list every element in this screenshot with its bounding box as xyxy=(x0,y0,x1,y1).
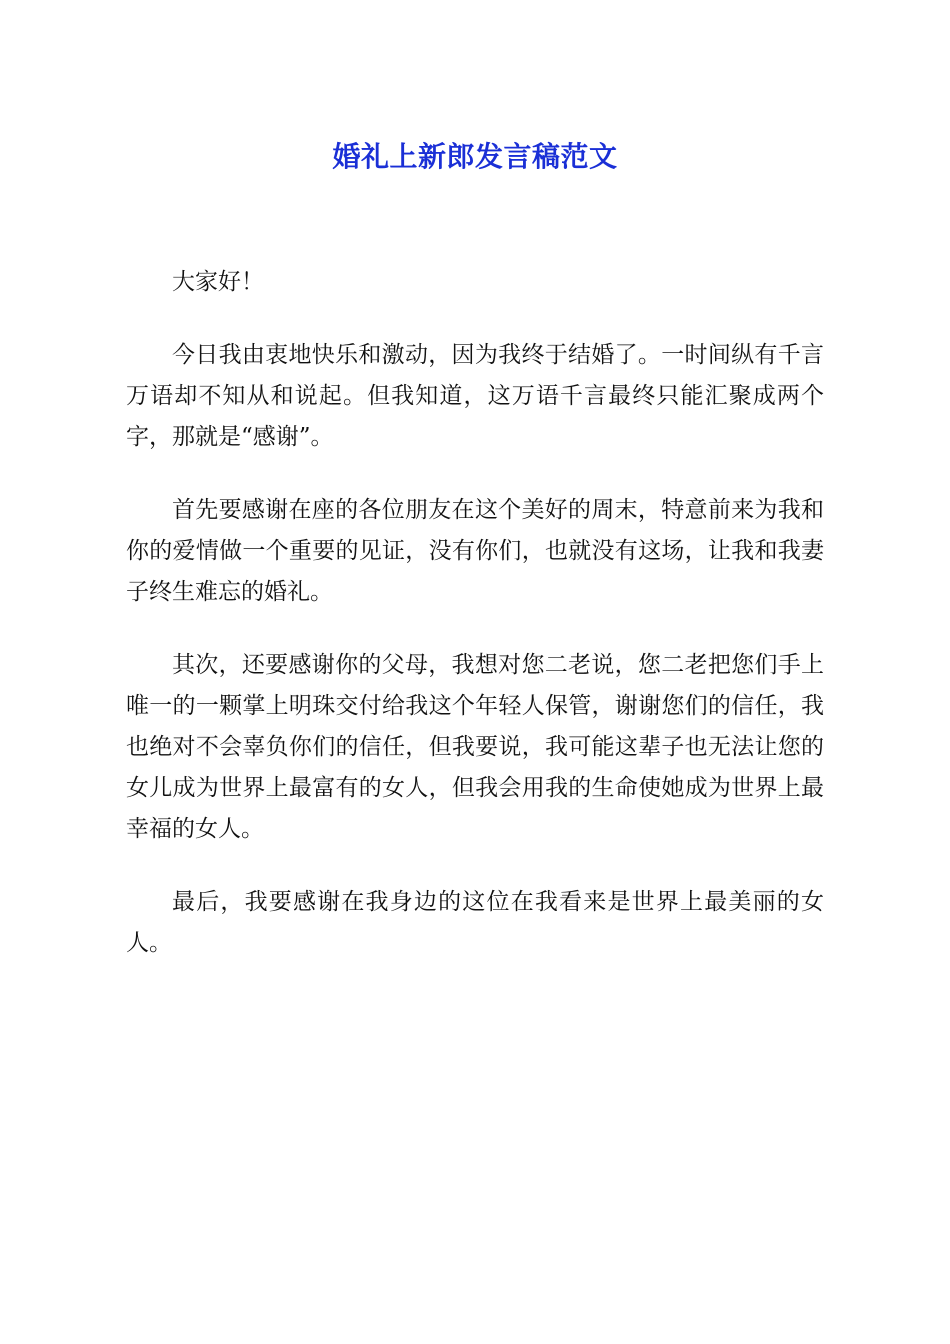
document-body xyxy=(126,262,824,996)
paragraph-intro: 今日我由衷地快乐和激动，因为我终于结婚了。一时间纵有千言万语却不知从和说起。但我知道，这万语千言最终只能汇聚成两个字，那就是“感谢”。 xyxy=(126,342,824,450)
paragraph-thanks-friends: 首先要感谢在座的各位朋友在这个美好的周末，特意前来为我和你的爱情做一个重要的见证，没有你们，也就没有这场，让我和我妻子终生难忘的婚礼。 xyxy=(126,497,824,605)
paragraph-thanks-wife: 最后，我要感谢在我身边的这位在我看来是世界上最美丽的女人。 xyxy=(126,889,824,956)
paragraph-greeting: 大家好！ xyxy=(172,269,264,295)
document-title: 婚礼上新郎发言稿范文 xyxy=(332,139,618,173)
paragraph-thanks-parents: 其次，还要感谢你的父母，我想对您二老说，您二老把您们手上唯一的一颗掌上明珠交付给我这个年轻人保管，谢谢您们的信任，我也绝对不会辜负你们的信任，但我要说，我可能这辈子也无法让您的女儿成为世界上最富有的女人，但我会用我的生命使她成为世界上最幸福的女人。 xyxy=(126,652,824,842)
